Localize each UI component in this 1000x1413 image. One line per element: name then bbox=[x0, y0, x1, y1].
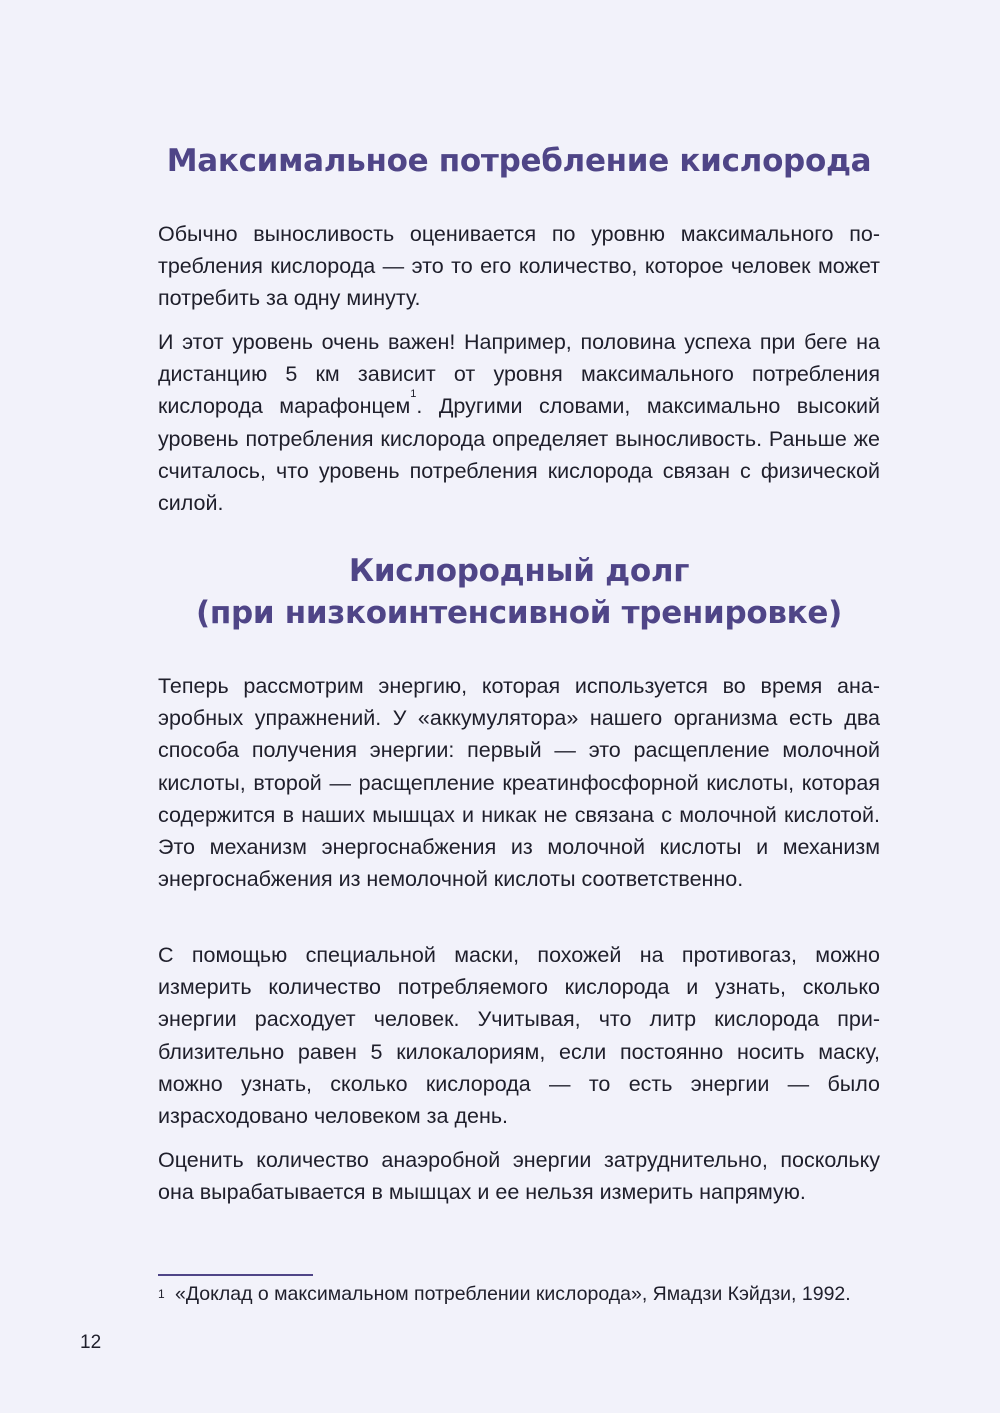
footnote-reference[interactable]: 1 bbox=[410, 388, 417, 401]
footnote-marker: 1 bbox=[158, 1287, 165, 1301]
footnote-divider bbox=[158, 1274, 313, 1276]
paragraph-anaerobic-energy: Теперь рассмотрим энергию, которая используется во время анаэробных упражнений. У «аккумулятора» нашего организма есть два способа получения энергии: первый — это расщепление молочной кислоты, второй — расщепление креатинфосфорной кислоты, которая содержится в наших мышцах и никак не связана с молочной кислотой. Это механизм энергоснабжения из молочной кислоты и механизм энергоснабжения из немолочной кислоты соответственно. bbox=[158, 674, 880, 892]
paragraph-text-part: И этот уровень очень важен! Например, половина успеха при беге на дистанцию 5 км зависит от уровня максимального потребления кислорода марафонцем bbox=[158, 330, 880, 419]
paragraph-endurance-definition: Обычно выносливость оценивается по уровню максимального потребления кислорода — это то его количество, которое человек может потребить за одну минуту. bbox=[158, 222, 880, 311]
paragraph-anaerobic-estimation: Оценить количество анаэробной энергии затруднительно, поскольку она вырабатывается в мышцах и ее нельзя измерить напрямую. bbox=[158, 1148, 880, 1205]
footnote-text: «Доклад о максимальном потреблении кислорода», Ямадзи Кэйдзи, 1992. bbox=[175, 1283, 851, 1305]
paragraph-text-part: . Другими словами, максимально высокий уровень потребления кислорода определяет выносливость. Раньше же считалось, что уровень потребления кислорода связан с физической силой. bbox=[158, 394, 880, 516]
paragraph-oxygen-importance bbox=[158, 326, 880, 519]
section-title-line: (при низкоинтенсивной тренировке) bbox=[195, 595, 843, 631]
section-title-oxygen-debt bbox=[158, 550, 880, 634]
section-title-max-oxygen: Максимальное потребление кислорода bbox=[166, 143, 872, 179]
section-title-line: Кислородный долг bbox=[348, 553, 690, 589]
page-number: 12 bbox=[80, 1332, 102, 1353]
paragraph-mask-measurement: С помощью специальной маски, похожей на противогаз, можно измерить количество потребляемого кислорода и узнать, сколько энергии расходует человек. Учитывая, что литр кислорода приблизительно равен 5 килокалориям, если постоянно носить маску, можно узнать, сколько кислорода — то есть энергии — было израсходовано человеком за день. bbox=[158, 943, 880, 1129]
footnote bbox=[158, 1281, 880, 1308]
